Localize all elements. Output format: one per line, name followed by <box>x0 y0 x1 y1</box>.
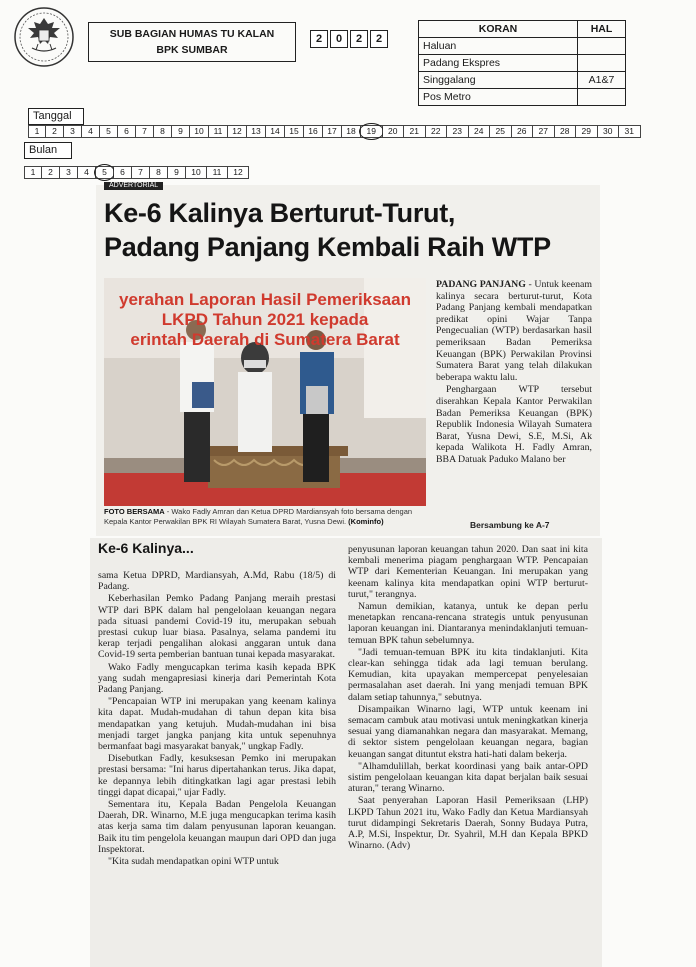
article-paragraph: Namun demikian, katanya, untuk ke depan perlu menetapkan rencana-rencana strategis untuk penyusunan laporan keuangan ini. Diantaranya menindaklanjuti temuan-temuan BPK tahun sebelumnya. <box>348 601 588 646</box>
article-paragraph: "Kita sudah mendapatkan opini WTP untuk <box>108 856 279 868</box>
day-number: 27 <box>533 125 555 138</box>
day-number: 28 <box>555 125 577 138</box>
day-number: 21 <box>404 125 426 138</box>
day-number: 10 <box>190 125 209 138</box>
newspaper-name: Pos Metro <box>419 89 578 106</box>
newspaper-table <box>418 20 626 106</box>
day-number: 8 <box>154 125 172 138</box>
article-paragraph: Saat penyerahan Laporan Hasil Pemeriksaan (LHP) LKPD Tahun 2021 itu, Wako Fadly dan Ketua Mardiansyah turut didampingi Sekretaris Daerah, Sonny Budaya Putra, A.P, M.Si, Inspektur, Dr. Syahril, M.H dan Kepala BPKD Winarno. (Adv) <box>348 795 588 852</box>
article-paragraph: Sementara itu, Kepala Badan Pengelola Keuangan Daerah, DR. Winarno, M.E juga mengucapkan terima kasih atas kerja sama tim dalam penyusunan laporan keuangan. Baik itu tim pengelola keuangan maupun dari OPD dan juga Inspektorat. <box>98 799 336 855</box>
day-number: 15 <box>285 125 304 138</box>
year-boxes <box>310 30 388 48</box>
garuda-emblem-icon <box>12 6 76 68</box>
day-number: 29 <box>576 125 598 138</box>
article-headline <box>104 196 584 264</box>
day-number: 18 <box>342 125 361 138</box>
bulan-label: Bulan <box>24 142 72 159</box>
article-paragraph: sama Ketua DPRD, Mardiansyah, A.Md, Rabu (18/5) di Padang. <box>98 570 336 593</box>
month-number: 8 <box>150 166 168 179</box>
day-number: 20 <box>383 125 405 138</box>
table-row <box>419 55 626 72</box>
newspaper-page <box>578 38 626 55</box>
newspaper-page: A1&7 <box>578 72 626 89</box>
article-paragraph: Penghargaan WTP tersebut diserahkan Kepala Kantor Perwakilan Badan Pemeriksa Keuangan (BPK) Republik Indonesia Wilayah Sumatera Barat, Yusna Dewi, S.E, M.Si, Ak kepada Walikota H. Fadly Amran, BBA Datuak Paduko Malano ber <box>436 384 592 465</box>
headline-line-1: Ke-6 Kalinya Berturut-Turut, <box>104 198 456 228</box>
day-number: 17 <box>323 125 342 138</box>
article-paragraph: Wako Fadly mengucapkan terima kasih kepada BPK yang sudah mengapresiasi kinerja dari Pemerintah Kota Padang Panjang. <box>98 661 336 696</box>
month-number: 11 <box>207 166 228 179</box>
day-number: 16 <box>304 125 323 138</box>
banner-line-3: erintah Daerah di Sumatera Barat <box>130 330 400 349</box>
day-number: 19 <box>361 125 383 138</box>
day-number: 7 <box>136 125 154 138</box>
photo-banner <box>104 290 426 350</box>
article-side-column <box>436 279 592 466</box>
article-paragraph: "Pencapaian WTP ini merupakan yang keenam kalinya kita dapat. Mudah-mudahan di tahun depan kita bisa mendapatkan yang ketujuh. Mudah-mudahan ini bisa menjadi target jangka panjang kita untuk sepenuhnya bermanfaat bagi masyarakat banyak," ungkap Fadly. <box>98 696 336 753</box>
article-paragraph: penyusunan laporan keuangan tahun 2020. Dan saat ini kita kembali menerima piagam penghargaan WTP. Pencapaian WTP dari Kementerian Keuangan. Ini merupakan yang keenam kalinya kita mendapatkan opini WTP berturut-turut," terangnya. <box>348 544 588 600</box>
office-line-1: SUB BAGIAN HUMAS TU KALAN <box>109 28 275 40</box>
article-photo <box>104 278 426 506</box>
newspaper-page <box>578 89 626 106</box>
lead-text: - Untuk keenam kalinya secara berturut-turut, Kota Padang Panjang kembali mendapatkan predikat opini Wajar Tanpa Pengecualian (WTP) berdasarkan hasil pemeriksaan Badan Pemeriksa Keuangan (BPK) Perwakilan Provinsi Sumatera Barat yang telah dilakukan beberapa waktu lalu. <box>436 279 592 383</box>
day-number: 22 <box>426 125 448 138</box>
table-row <box>419 72 626 89</box>
article-paragraph: "Jadi temuan-temuan BPK itu kita tindaklanjuti. Kita clear-kan sehingga tidak ada lagi temuan berulang. Kemudian, kita upayakan mempercepat penyelesaian permasalahan aset daerah. Ini yang menjadi temuan BPK dalam setiap tahunnya," sebutnya. <box>348 646 588 703</box>
newspaper-name: Haluan <box>419 38 578 55</box>
day-number: 4 <box>82 125 100 138</box>
day-number: 13 <box>247 125 266 138</box>
dateline-city: PADANG PANJANG <box>436 279 526 290</box>
office-label-box <box>88 22 296 62</box>
office-line-2: BPK SUMBAR <box>156 44 228 56</box>
month-number: 4 <box>78 166 96 179</box>
month-number: 1 <box>24 166 42 179</box>
tanggal-label: Tanggal <box>28 108 84 125</box>
headline-line-2: Padang Panjang Kembali Raih WTP <box>104 232 551 262</box>
caption-credit: (Kominfo) <box>348 517 384 526</box>
newspaper-page <box>578 55 626 72</box>
month-number-row <box>24 166 249 179</box>
day-number: 12 <box>228 125 247 138</box>
month-number: 12 <box>228 166 249 179</box>
day-number: 30 <box>598 125 620 138</box>
year-digit: 2 <box>370 30 388 48</box>
day-number: 23 <box>447 125 469 138</box>
lead-paragraph <box>436 279 592 383</box>
day-number: 26 <box>512 125 534 138</box>
hal-header: HAL <box>578 21 626 38</box>
continuation-right-column <box>348 544 588 852</box>
day-number: 11 <box>209 125 228 138</box>
day-number: 6 <box>118 125 136 138</box>
continued-label: Bersambung ke A-7 <box>470 520 550 530</box>
month-number: 7 <box>132 166 150 179</box>
day-number: 9 <box>172 125 190 138</box>
newspaper-name: Padang Ekspres <box>419 55 578 72</box>
article-paragraph: Keberhasilan Pemko Padang Panjang meraih prestasi WTP dari BPK dalam hal pengelolaan keuangan negara pada situasi pandemi Covid-19 itu, merupakan sebuah prestasi cukup luar biasa. Pasalnya, selama pandemi itu kerap terjadi pengalihan alokasi anggaran untuk dana Covid-19 serta pemberian bantuan tunai kepada masyarakat. <box>98 593 336 661</box>
month-number: 10 <box>186 166 207 179</box>
newspaper-name: Singgalang <box>419 72 578 89</box>
article-paragraph: Disebutkan Fadly, kesuksesan Pemko ini merupakan prestasi bersama: "Ini harus dipertahankan terus. Jika dapat, ke depannya lebih ditingkatkan lagi agar prestasi lebih tinggi dapat dicapai," ujar Fadly. <box>98 753 336 798</box>
caption-body: - Wako Fadly Amran dan Ketua DPRD Mardiansyah foto bersama dengan Kepala Kantor Perwakilan BPK RI Wilayah Sumatera Barat, Yusna Dewi. <box>104 507 413 526</box>
day-number-row <box>28 125 641 138</box>
day-number: 14 <box>266 125 285 138</box>
year-digit: 2 <box>350 30 368 48</box>
koran-header: KORAN <box>419 21 578 38</box>
month-number: 6 <box>114 166 132 179</box>
day-number: 5 <box>100 125 118 138</box>
day-number: 24 <box>469 125 491 138</box>
day-number: 3 <box>64 125 82 138</box>
advertorial-tag: ADVERTORIAL <box>104 182 163 190</box>
month-number: 2 <box>42 166 60 179</box>
year-digit: 2 <box>310 30 328 48</box>
month-number: 3 <box>60 166 78 179</box>
table-row <box>419 89 626 106</box>
caption-title: FOTO BERSAMA <box>104 507 165 516</box>
day-number: 2 <box>46 125 64 138</box>
continuation-title: Ke-6 Kalinya... <box>98 540 194 556</box>
day-number: 25 <box>490 125 512 138</box>
banner-line-2: LKPD Tahun 2021 kepada <box>161 310 369 329</box>
banner-line-1: yerahan Laporan Hasil Pemeriksaan <box>119 290 411 309</box>
article-paragraph: "Alhamdulillah, berkat koordinasi yang baik antar-OPD sistim pengelolaan keuangan kita dapat berjalan baik sesuai aturan," terang Winarno. <box>348 760 588 795</box>
table-row <box>419 38 626 55</box>
month-number: 5 <box>96 166 114 179</box>
year-digit: 0 <box>330 30 348 48</box>
month-number: 9 <box>168 166 186 179</box>
article-paragraph: Disampaikan Winarno lagi, WTP untuk keenam ini semacam cambuk atau motivasi untuk meningkatkan kinerja sesuai yang diamanahkan negara dan masyarakat. Memang, di sektor sistem pengelolaan keuangan negara, bagian keuangan sangat dituntut ekstra hati-hati dalam bekerja. <box>348 703 588 760</box>
continuation-left-column <box>98 570 336 868</box>
day-number: 1 <box>28 125 46 138</box>
day-number: 31 <box>619 125 641 138</box>
photo-caption <box>104 507 434 527</box>
